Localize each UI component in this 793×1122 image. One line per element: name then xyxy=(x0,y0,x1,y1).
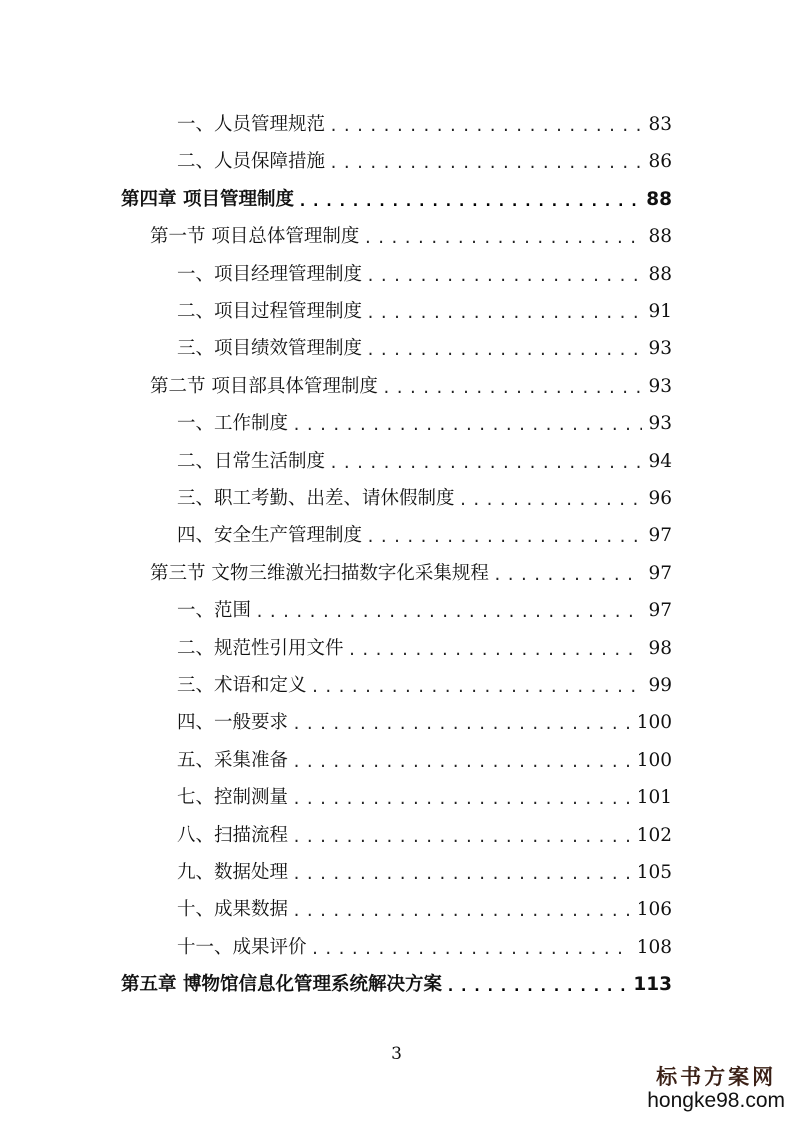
watermark xyxy=(647,1066,785,1111)
toc-title: 七、控制测量 xyxy=(177,787,289,809)
toc-page-number: 93 xyxy=(648,375,672,397)
toc-title: 四、安全生产管理制度 xyxy=(177,525,363,547)
toc-page-number: 88 xyxy=(648,263,672,285)
toc-item[interactable] xyxy=(177,100,672,136)
toc-dot-leader xyxy=(363,228,642,248)
toc-dot-leader xyxy=(292,789,631,809)
toc-title: 八、扫描流程 xyxy=(177,824,289,846)
toc-item[interactable] xyxy=(177,324,672,360)
toc-page-number: 93 xyxy=(648,413,672,435)
toc-item[interactable] xyxy=(177,399,672,435)
toc-title: 二、日常生活制度 xyxy=(177,450,326,472)
toc-item[interactable] xyxy=(177,923,672,959)
toc-chapter[interactable] xyxy=(121,960,672,996)
toc-dot-leader xyxy=(255,602,642,622)
toc-dot-leader xyxy=(292,864,631,884)
toc-page-number: 101 xyxy=(636,787,672,809)
toc-dot-leader xyxy=(459,490,643,510)
toc-item[interactable] xyxy=(177,698,672,734)
toc-dot-leader xyxy=(382,378,643,398)
toc-title: 二、人员保障措施 xyxy=(177,151,326,173)
toc-dot-leader xyxy=(329,116,642,136)
toc-page-number: 100 xyxy=(636,749,672,771)
toc-page-number: 91 xyxy=(648,301,672,322)
toc-title: 五、采集准备 xyxy=(177,749,289,771)
toc-item[interactable] xyxy=(177,885,672,921)
toc-dot-leader xyxy=(292,752,631,772)
toc-item[interactable] xyxy=(177,661,672,697)
toc-title: 三、项目绩效管理制度 xyxy=(177,338,363,360)
toc-item[interactable] xyxy=(177,811,672,847)
toc-item[interactable] xyxy=(177,287,672,323)
toc-page-number: 97 xyxy=(648,525,672,547)
toc-title: 第五章 博物馆信息化管理系统解决方案 xyxy=(121,974,442,996)
toc-page-number: 83 xyxy=(648,114,672,135)
toc-dot-leader xyxy=(292,714,631,734)
toc-dot-leader xyxy=(311,939,631,959)
toc-title: 一、工作制度 xyxy=(177,413,289,435)
toc-item[interactable] xyxy=(177,250,672,286)
toc-item[interactable] xyxy=(177,474,672,510)
toc-dot-leader xyxy=(292,827,631,847)
toc-title: 九、数据处理 xyxy=(177,862,289,883)
toc-page-number: 105 xyxy=(636,862,672,883)
toc-item[interactable] xyxy=(177,586,672,622)
toc-page-number: 106 xyxy=(636,899,672,921)
toc-page-number: 88 xyxy=(646,188,672,210)
toc-section[interactable] xyxy=(150,549,672,585)
toc-title: 一、范围 xyxy=(177,600,252,622)
toc-chapter[interactable] xyxy=(121,175,672,211)
toc-dot-leader xyxy=(292,901,631,921)
toc-page-number: 108 xyxy=(636,936,672,958)
toc-section[interactable] xyxy=(150,362,672,398)
toc-dot-leader xyxy=(292,415,642,435)
toc-page-number: 88 xyxy=(648,226,672,248)
toc-item[interactable] xyxy=(177,511,672,547)
toc-page-number: 99 xyxy=(648,675,672,696)
toc-page-number: 97 xyxy=(648,600,672,622)
toc-page-number: 100 xyxy=(636,712,672,734)
toc-item[interactable] xyxy=(177,773,672,809)
watermark-cn: 标书方案网 xyxy=(656,1064,777,1089)
toc-page-number: 97 xyxy=(648,562,672,584)
toc-item[interactable] xyxy=(177,137,672,173)
toc-title: 十一、成果评价 xyxy=(177,936,307,958)
watermark-url: hongke98.com xyxy=(647,1089,785,1112)
toc-page-number: 96 xyxy=(648,488,672,509)
toc-page-number: 102 xyxy=(636,824,672,846)
toc-page-number: 86 xyxy=(648,151,672,173)
toc-item[interactable] xyxy=(177,437,672,473)
toc-dot-leader xyxy=(329,453,642,473)
toc-page-number: 113 xyxy=(633,974,672,996)
toc-title: 三、职工考勤、出差、请休假制度 xyxy=(177,488,455,509)
toc-dot-leader xyxy=(311,677,643,697)
toc-title: 四、一般要求 xyxy=(177,712,289,734)
toc-dot-leader xyxy=(348,640,643,660)
toc-dot-leader xyxy=(493,565,643,585)
toc-item[interactable] xyxy=(177,736,672,772)
toc-item[interactable] xyxy=(177,848,672,884)
toc-title: 二、项目过程管理制度 xyxy=(177,301,363,322)
toc-item[interactable] xyxy=(177,624,672,660)
toc-section[interactable] xyxy=(150,212,672,248)
toc-title: 一、项目经理管理制度 xyxy=(177,263,363,285)
toc-dot-leader xyxy=(366,266,642,286)
toc-dot-leader xyxy=(366,340,642,360)
toc-title: 第二节 项目部具体管理制度 xyxy=(150,375,378,397)
toc-dot-leader xyxy=(366,303,642,323)
toc-dot-leader xyxy=(298,191,640,211)
toc-title: 二、规范性引用文件 xyxy=(177,637,344,659)
toc-page-number: 94 xyxy=(648,450,672,472)
toc-title: 十、成果数据 xyxy=(177,899,289,921)
toc-title: 三、术语和定义 xyxy=(177,675,307,696)
toc-title: 第一节 项目总体管理制度 xyxy=(150,226,360,248)
toc-title: 第四章 项目管理制度 xyxy=(121,188,294,210)
toc-dot-leader xyxy=(366,527,642,547)
toc-page-number: 93 xyxy=(648,338,672,360)
toc-title: 第三节 文物三维激光扫描数字化采集规程 xyxy=(150,562,489,584)
toc-dot-leader xyxy=(329,153,642,173)
toc-page-number: 98 xyxy=(648,637,672,659)
toc-title: 一、人员管理规范 xyxy=(177,114,326,135)
page-number: 3 xyxy=(391,1044,402,1064)
toc-dot-leader xyxy=(446,976,627,996)
